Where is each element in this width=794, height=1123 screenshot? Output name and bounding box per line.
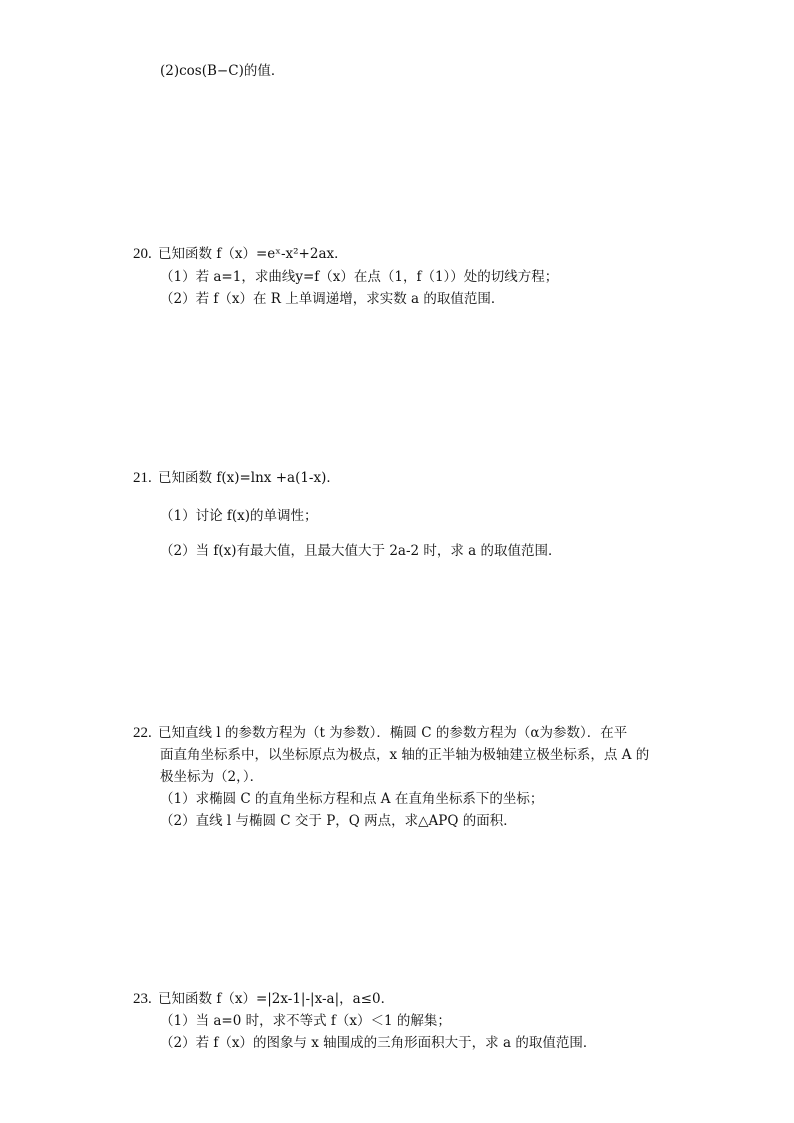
question-21-number: 21.: [133, 470, 152, 486]
question-23-number: 23.: [133, 991, 152, 1007]
question-22-sub2: （2）直线 l 与椭圆 C 交于 P，Q 两点，求△APQ 的面积．: [160, 813, 517, 829]
question-23-stem: 已知函数 f（x）=|2x-1|-|x-a|，a≤0．: [158, 991, 395, 1007]
question-20-sub2: （2）若 f（x）在 R 上单调递增，求实数 a 的取值范围．: [160, 291, 505, 307]
question-23-sub2: （2）若 f（x）的图象与 x 轴围成的三角形面积大于，求 a 的取值范围．: [160, 1035, 597, 1051]
question-22-stem-line-1: [133, 724, 627, 742]
question-22-stem-line-3: 极坐标为（2，）．: [160, 769, 264, 785]
question-23-sub1: （1）当 a=0 时，求不等式 f（x）＜1 的解集；: [160, 1013, 451, 1029]
question-21-stem-line: [133, 469, 340, 487]
question-20-stem-line: [133, 245, 348, 263]
question-22-sub1: （1）求椭圆 C 的直角坐标方程和点 A 在直角坐标系下的坐标；: [160, 791, 544, 807]
question-23-stem-line: [133, 990, 394, 1008]
prev-question-sub2: (2)cos(B−C)的值．: [160, 63, 285, 79]
question-22-number: 22.: [133, 725, 152, 741]
question-21-stem: 已知函数 f(x)=lnx +a(1-x)．: [158, 470, 340, 486]
question-22-stem-line-2: 面直角坐标系中，以坐标原点为极点，x 轴的正半轴为极轴建立极坐标系，点 A 的: [160, 747, 650, 763]
question-20-stem: 已知函数 f（x）=eˣ-x²+2ax．: [158, 246, 348, 262]
question-21-sub1: （1）讨论 f(x)的单调性；: [160, 508, 318, 524]
question-22-stem-1: 已知直线 l 的参数方程为（t 为参数）．椭圆 C 的参数方程为（α为参数）．在平: [158, 725, 628, 741]
question-20-sub1: （1）若 a=1，求曲线y=f（x）在点（1，f（1））处的切线方程；: [160, 269, 559, 285]
question-21-sub2: （2）当 f(x)有最大值，且最大值大于 2a-2 时，求 a 的取值范围．: [160, 543, 562, 559]
question-20-number: 20.: [133, 246, 152, 262]
